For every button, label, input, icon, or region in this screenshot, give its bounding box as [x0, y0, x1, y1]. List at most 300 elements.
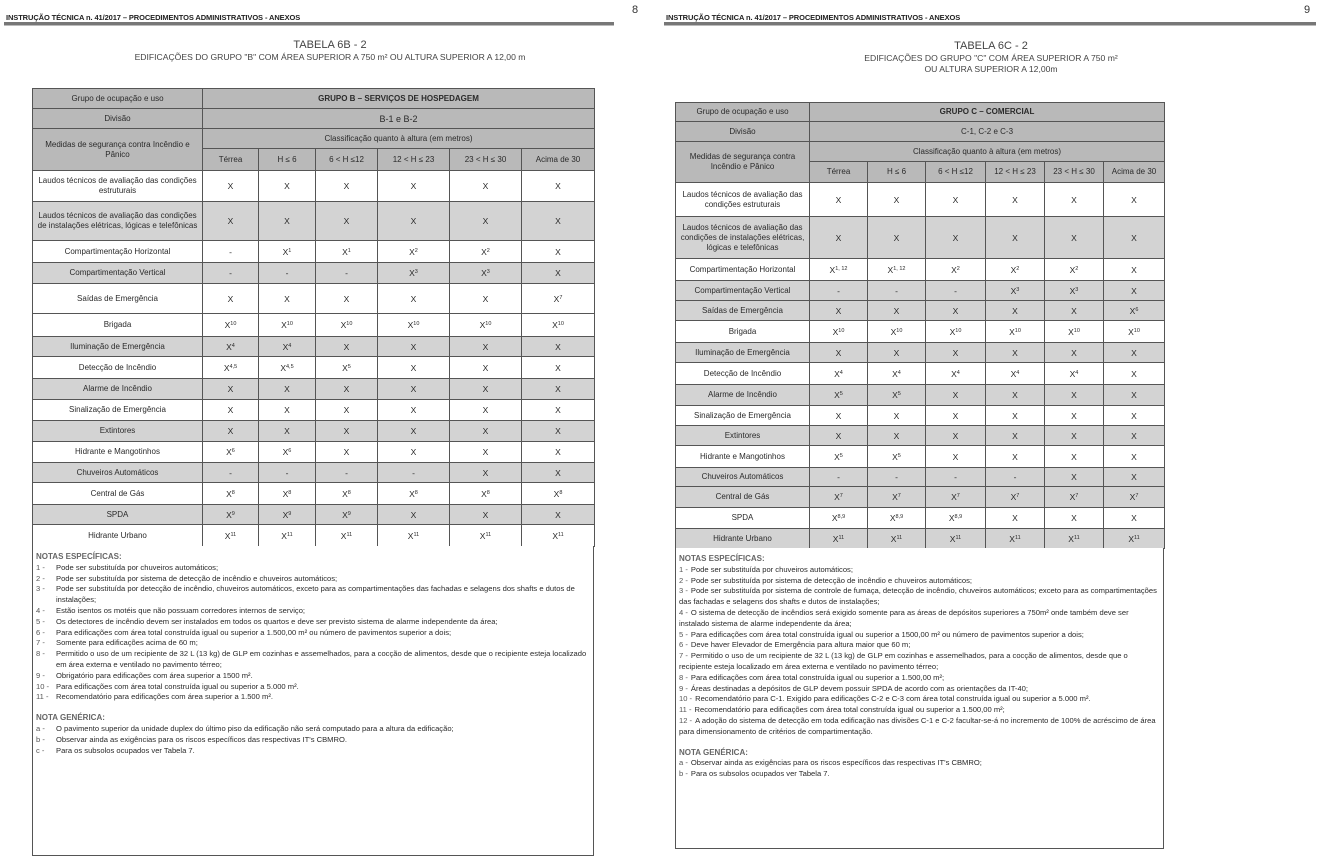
table-row [33, 171, 595, 202]
requirement-mark: X [284, 405, 290, 415]
requirement-cell [926, 487, 986, 508]
table-row [676, 426, 1165, 446]
note-reference: 8,9 [954, 514, 963, 520]
requirement-cell [868, 217, 926, 259]
generic-note [36, 724, 587, 735]
requirement-mark: X [342, 509, 348, 520]
specific-notes-list [679, 565, 1159, 738]
note-reference: 5 [839, 391, 843, 397]
requirement-mark: X [555, 216, 561, 226]
requirement-cell [316, 284, 378, 314]
note-reference: 6 [288, 448, 292, 454]
note-reference: 7 [897, 493, 901, 499]
note-reference: 11 [286, 531, 293, 538]
requirement-mark: X [342, 488, 348, 499]
table-row [33, 483, 595, 505]
requirement-mark: X [343, 216, 350, 226]
table-title-block [0, 39, 660, 63]
table-row [33, 357, 595, 379]
requirement-cell [1045, 508, 1104, 529]
requirement-cell [378, 284, 450, 314]
requirement-mark: X [340, 530, 347, 541]
requirement-mark: X [952, 232, 959, 243]
requirement-mark: X [555, 384, 561, 394]
requirement-mark: X [227, 181, 234, 191]
requirement-cell [450, 357, 522, 379]
note-reference: 10 [413, 321, 420, 327]
note-reference: 11 [346, 531, 353, 538]
requirement-mark: X [1010, 492, 1017, 502]
measure-label: Laudos técnicos de avaliação das condições estruturais [676, 183, 810, 217]
requirement-cell [259, 284, 316, 314]
requirement-cell [378, 483, 450, 505]
requirement-mark: X [410, 384, 417, 394]
requirement-mark: - [837, 285, 840, 296]
note-reference: 4 [956, 369, 960, 376]
requirement-cell [986, 363, 1045, 385]
requirement-cell [810, 281, 868, 301]
requirement-cell [378, 337, 450, 357]
requirement-mark: X [482, 216, 489, 226]
specific-note [679, 673, 1159, 684]
measure-label: Sinalização de Emergência [33, 400, 203, 421]
note-reference: 10 [230, 321, 237, 327]
requirement-cell [522, 284, 595, 314]
requirement-mark: X [226, 341, 232, 352]
requirement-mark: X [280, 362, 286, 373]
note-text: O pavimento superior da unidade duplex do último piso da edificação não será computado para a altura da edificação; [56, 723, 454, 733]
requirement-mark: X [340, 320, 347, 330]
specific-note [679, 565, 1159, 576]
requirement-mark: X [482, 426, 489, 436]
specific-note [679, 651, 1159, 673]
document-page-8 [0, 0, 660, 863]
requirement-mark: X [342, 362, 348, 373]
note-reference: 7 [956, 493, 960, 499]
requirement-mark: X [407, 320, 414, 330]
requirement-mark: - [895, 472, 898, 482]
requirement-cell [1045, 468, 1104, 487]
requirement-cell [259, 314, 316, 337]
requirement-cell [450, 171, 522, 202]
requirement-cell [1104, 281, 1165, 301]
note-text: Para edificações com área total construída igual ou superior a 5.000 m². [56, 681, 299, 691]
requirement-cell [203, 263, 259, 284]
requirement-mark: X [1071, 472, 1077, 482]
requirement-cell [522, 421, 595, 442]
requirement-cell [1045, 406, 1104, 426]
note-reference: 7 [559, 294, 563, 301]
requirement-mark: X [281, 530, 287, 541]
requirement-cell [986, 508, 1045, 529]
requirement-mark: X [834, 390, 840, 400]
requirement-mark: X [227, 426, 234, 436]
note-reference: 4,5 [286, 363, 294, 370]
requirement-cell [450, 337, 522, 357]
requirement-mark: X [555, 268, 561, 278]
note-reference: 7 [1016, 493, 1020, 499]
requirement-mark: X [949, 326, 956, 337]
specific-note [36, 671, 587, 682]
requirement-mark: X [282, 246, 289, 257]
specific-note [36, 606, 587, 617]
requirement-mark: X [889, 513, 896, 523]
requirement-cell [203, 379, 259, 400]
requirement-mark: X [835, 430, 842, 441]
note-reference: 8 [414, 489, 418, 496]
requirement-cell [986, 487, 1045, 508]
requirement-cell [1104, 259, 1165, 281]
note-reference: 11 [1014, 534, 1021, 541]
requirement-cell [378, 241, 450, 263]
requirement-cell [810, 385, 868, 406]
note-reference: 8,9 [837, 514, 846, 520]
requirement-mark: X [555, 181, 561, 191]
requirement-mark: X [834, 451, 840, 462]
requirement-cell [316, 379, 378, 400]
note-number: 9 - [679, 683, 688, 693]
requirement-mark: X [553, 293, 560, 304]
requirement-cell [986, 217, 1045, 259]
requirement-cell [810, 363, 868, 385]
table-row [676, 321, 1165, 343]
table-row [33, 284, 595, 314]
note-reference: 9 [231, 510, 235, 517]
requirement-mark: X [1012, 430, 1018, 441]
requirement-mark: X [343, 181, 350, 191]
requirement-cell [203, 337, 259, 357]
table-row [676, 487, 1165, 508]
table-row [33, 263, 595, 284]
note-number: 4 - [36, 605, 45, 615]
requirement-cell [810, 529, 868, 549]
requirement-mark: X [952, 410, 959, 421]
note-number: a - [36, 723, 45, 733]
generic-note [679, 769, 1159, 780]
table-subtitle: EDIFICAÇÕES DO GRUPO "B" COM ÁREA SUPERIOR A 750 m² OU ALTURA SUPERIOR A 12,00 m [134, 52, 526, 62]
requirement-cell [522, 483, 595, 505]
measure-label: Extintores [33, 421, 203, 442]
requirement-cell [926, 259, 986, 281]
requirement-cell [522, 314, 595, 337]
requirement-cell [378, 505, 450, 525]
note-reference: 8 [231, 489, 235, 496]
requirement-cell [203, 171, 259, 202]
column-header: Térrea [810, 162, 868, 183]
requirement-mark: X [1129, 492, 1136, 502]
requirement-mark: X [1010, 285, 1017, 296]
requirement-cell [1045, 385, 1104, 406]
requirement-mark: X [282, 509, 289, 520]
requirement-mark: X [343, 293, 350, 304]
generic-note [679, 758, 1159, 769]
table-row [676, 529, 1165, 549]
requirement-mark: X [952, 451, 959, 462]
requirement-cell [316, 314, 378, 337]
requirement-mark: X [951, 264, 957, 275]
note-text: Observar ainda as exigências para os riscos específicos das respectivas IT's CBMRO; [690, 758, 982, 768]
requirement-cell [868, 183, 926, 217]
measure-label: Alarme de Incêndio [676, 385, 810, 406]
requirement-mark: X [407, 530, 414, 541]
requirement-mark: X [1068, 326, 1074, 337]
requirement-cell [986, 301, 1045, 321]
requirement-cell [810, 426, 868, 446]
requirement-cell [450, 379, 522, 400]
note-reference: 4 [1075, 369, 1079, 376]
requirement-cell [259, 463, 316, 483]
requirement-mark: - [412, 467, 415, 478]
requirement-cell [1104, 343, 1165, 363]
note-reference: 9 [347, 510, 351, 517]
specific-note [36, 574, 587, 585]
note-reference: 2 [956, 265, 960, 272]
requirement-cell [203, 314, 259, 337]
requirement-cell [259, 171, 316, 202]
requirement-mark: X [482, 362, 489, 373]
requirement-cell [868, 406, 926, 426]
requirements-table [32, 88, 595, 547]
table-row [33, 442, 595, 463]
requirement-cell [926, 321, 986, 343]
requirement-mark: X [226, 447, 232, 457]
requirement-mark: X [284, 216, 290, 226]
requirement-cell [986, 183, 1045, 217]
requirement-mark: X [1131, 451, 1137, 462]
group-row [33, 89, 595, 109]
requirement-mark: X [284, 293, 290, 304]
requirement-mark: X [284, 426, 290, 436]
requirement-mark: X [227, 293, 234, 304]
table-row [33, 421, 595, 442]
note-reference: 10 [896, 327, 903, 334]
specific-notes-heading: NOTAS ESPECÍFICAS: [679, 554, 765, 563]
requirement-cell [259, 421, 316, 442]
requirement-mark: X [1069, 492, 1076, 502]
note-reference: 1, 12 [893, 265, 906, 272]
requirement-mark: X [887, 264, 894, 275]
requirement-cell [810, 468, 868, 487]
requirement-mark: X [892, 390, 898, 400]
requirement-mark: X [952, 194, 959, 205]
note-reference: 6 [231, 448, 235, 454]
note-reference: 4 [1016, 369, 1020, 376]
requirement-cell [450, 421, 522, 442]
note-text: Áreas destinadas a depósitos de GLP devem possuir SPDA de acordo com as orientações da IT-40; [690, 683, 1029, 693]
requirement-cell [926, 426, 986, 446]
requirement-cell [450, 284, 522, 314]
requirement-mark: X [479, 320, 486, 330]
requirement-cell [926, 508, 986, 529]
note-reference: 8 [486, 489, 490, 496]
requirement-cell [986, 321, 1045, 343]
requirement-cell [1045, 281, 1104, 301]
note-number: 12 - [679, 715, 693, 725]
note-reference: 1 [288, 247, 292, 254]
note-text: Pode ser substituída por sistema de detecção de incêndio e chuveiros automáticos; [56, 573, 338, 583]
requirement-cell [986, 259, 1045, 281]
note-reference: 2 [1075, 265, 1079, 272]
note-number: 2 - [36, 573, 45, 583]
note-number: 8 - [36, 649, 45, 659]
requirement-mark: X [1131, 285, 1137, 296]
note-text: Recomendatório para C-1. Exigido para edificações C-2 e C-3 com área total construída igual ou superior a 5.000 m². [695, 694, 1091, 704]
requirement-mark: X [892, 492, 898, 502]
note-reference: 2 [1016, 265, 1020, 272]
requirement-mark: X [1012, 347, 1018, 358]
requirement-mark: X [481, 246, 487, 257]
column-header: 6 < H ≤12 [926, 162, 986, 183]
measure-label: Hidrante e Mangotinhos [33, 442, 203, 463]
measure-label: Hidrante Urbano [33, 525, 203, 547]
requirement-mark: X [948, 513, 955, 523]
requirement-mark: X [835, 410, 842, 421]
measures-label: Medidas de segurança contra Incêndio e Pânico [33, 129, 203, 171]
table-title-block [660, 40, 1322, 75]
note-number: 1 - [679, 564, 688, 574]
measure-label: Brigada [676, 321, 810, 343]
division-label: Divisão [676, 122, 810, 142]
note-reference: 9 [288, 510, 292, 517]
requirement-cell [203, 284, 259, 314]
requirement-cell [810, 259, 868, 281]
measure-label: Compartimentação Horizontal [33, 241, 203, 263]
column-header: Térrea [203, 149, 259, 171]
requirement-cell [868, 426, 926, 446]
requirement-cell [986, 406, 1045, 426]
note-reference: 10 [286, 321, 293, 327]
measure-label: Laudos técnicos de avaliação das condições de instalações elétricas, lógicas e telefônicas [33, 202, 203, 241]
requirement-mark: X [482, 447, 489, 457]
requirement-cell [450, 505, 522, 525]
requirement-mark: X [893, 410, 900, 421]
requirement-cell [1104, 529, 1165, 549]
requirement-cell [450, 314, 522, 337]
specific-note [679, 630, 1159, 641]
specific-note [679, 716, 1159, 738]
note-text: Somente para edificações acima de 60 m; [56, 638, 198, 648]
table-row [33, 379, 595, 400]
requirement-mark: X [951, 492, 957, 502]
requirement-cell [450, 400, 522, 421]
column-header: 23 < H ≤ 30 [450, 149, 522, 171]
measure-label: Chuveiros Automáticos [676, 468, 810, 487]
requirement-cell [378, 357, 450, 379]
specific-note [679, 576, 1159, 587]
requirement-cell [1104, 321, 1165, 343]
note-reference: 7 [1135, 493, 1139, 499]
requirement-mark: X [479, 530, 486, 541]
note-reference: 10 [485, 321, 492, 327]
table-row [33, 400, 595, 421]
requirement-cell [868, 301, 926, 321]
column-header: Acima de 30 [522, 149, 595, 171]
specific-note [679, 640, 1159, 651]
requirement-cell [986, 446, 1045, 468]
page-number: 8 [632, 4, 639, 16]
specific-note [36, 628, 587, 639]
requirement-mark: - [229, 467, 232, 478]
note-number: 6 - [36, 627, 45, 637]
requirement-cell [1045, 183, 1104, 217]
note-text: Para os subsolos ocupados ver Tabela 7. [690, 769, 830, 779]
table-row [676, 446, 1165, 468]
requirement-mark: X [834, 492, 840, 502]
requirement-cell [926, 446, 986, 468]
requirement-cell [1045, 217, 1104, 259]
table-row [33, 463, 595, 483]
page-number: 9 [1304, 4, 1311, 16]
generic-notes-heading: NOTA GENÉRICA: [36, 713, 105, 723]
requirement-cell [868, 281, 926, 301]
requirement-mark: X [831, 513, 838, 523]
requirement-mark: X [893, 430, 900, 441]
measure-label: Hidrante Urbano [676, 529, 810, 549]
requirement-cell [1045, 446, 1104, 468]
requirement-cell [868, 363, 926, 385]
requirement-mark: X [223, 362, 230, 373]
requirement-cell [926, 363, 986, 385]
requirement-mark: X [555, 447, 561, 457]
note-text: Deve haver Elevador de Emergência para altura maior que 60 m; [690, 640, 911, 650]
requirement-mark: X [482, 293, 489, 304]
requirement-cell [868, 487, 926, 508]
specific-note [36, 638, 587, 649]
requirement-mark: X [951, 368, 957, 379]
requirement-mark: X [893, 232, 900, 243]
requirement-cell [316, 357, 378, 379]
requirement-mark: X [1129, 305, 1136, 316]
requirement-mark: X [555, 509, 561, 520]
requirement-cell [868, 385, 926, 406]
note-number: 11 - [36, 692, 49, 702]
requirement-cell [378, 463, 450, 483]
requirement-cell [203, 525, 259, 547]
requirement-mark: X [835, 347, 842, 358]
measure-label: Iluminação de Emergência [33, 337, 203, 357]
note-reference: 3 [414, 269, 418, 275]
measures-label: Medidas de segurança contra Incêndio e Pânico [676, 142, 810, 183]
note-text: Permitido o uso de um recipiente de 32 L (13 kg) de GLP em cozinhas e assemelhados, para a cocção de alimentos, desde que o recipiente esteja localizado em área externa e ventilado no pavimento térreo; [679, 651, 1128, 671]
table-title: TABELA 6C - 2 [954, 40, 1028, 52]
note-reference: 11 [485, 531, 492, 538]
specific-note [679, 586, 1159, 608]
requirement-mark: X [410, 181, 417, 191]
column-header: H ≤ 6 [868, 162, 926, 183]
requirement-mark: X [482, 405, 489, 415]
requirement-cell [259, 263, 316, 284]
requirement-cell [522, 400, 595, 421]
requirement-mark: X [1071, 305, 1077, 316]
note-text: Os detectores de incêndio devem ser instalados em todos os quartos e deve ser previsto sistema de alarme independente da área; [56, 616, 498, 626]
note-number: b - [36, 734, 45, 744]
requirement-mark: X [1131, 264, 1137, 275]
requirement-mark: X [281, 320, 287, 330]
requirement-cell [926, 281, 986, 301]
requirement-mark: X [482, 509, 489, 520]
note-reference: 11 [1073, 534, 1080, 541]
requirement-mark: - [285, 467, 289, 478]
note-reference: 5 [897, 391, 901, 397]
requirement-cell [926, 385, 986, 406]
requirement-cell [1104, 508, 1165, 529]
note-reference: 10 [346, 321, 353, 327]
requirement-mark: - [954, 472, 957, 482]
requirement-cell [1045, 301, 1104, 321]
note-number: a - [679, 758, 688, 768]
requirement-mark: X [1068, 533, 1074, 544]
note-reference: 11 [838, 534, 845, 541]
